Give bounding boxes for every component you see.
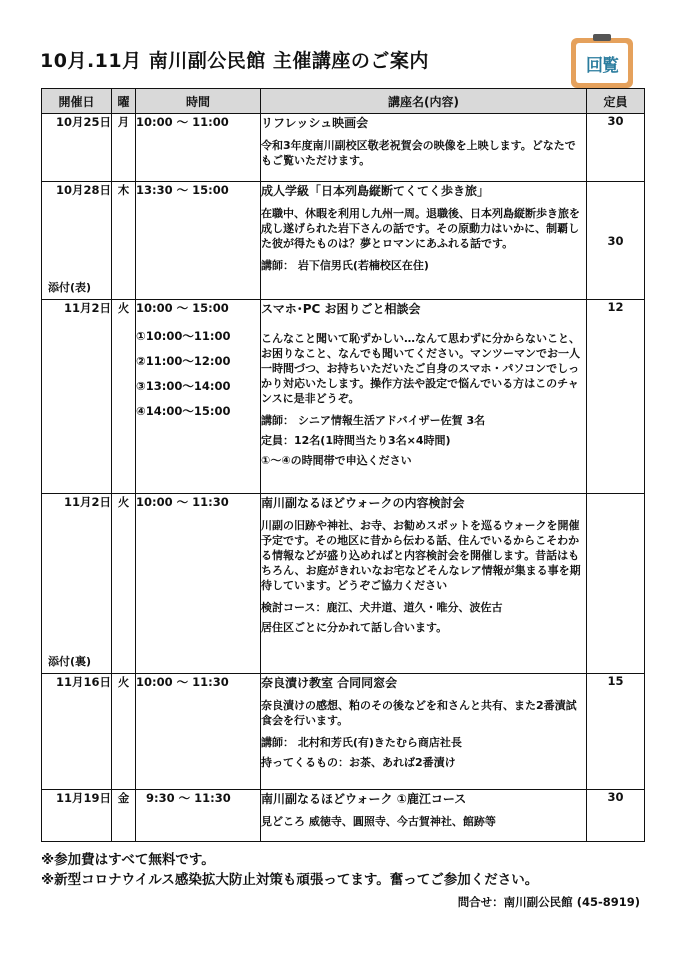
- row-content: [261, 674, 587, 790]
- course-desc: こんなこと聞いて恥ずかしい…なんて思わずに分からないこと、お困りなこと、なんでも聞いてください。マンツーマンでお一人一時間づつ、お持ちいただいたご自身のスマホ・パソコンでしっかり対応いたします。操作方法や設定で悩んでいる方はこのチャンスに是非どうぞ。: [261, 332, 580, 405]
- row-date: [42, 182, 112, 300]
- row-time: [136, 300, 261, 494]
- row-content: [261, 114, 587, 182]
- row-capacity-text: 30: [607, 233, 624, 248]
- footnotes: [41, 850, 538, 890]
- course-title: 奈良漬け教室 合同同窓会: [261, 676, 398, 690]
- header-dow: 曜: [112, 89, 136, 114]
- footnote-free: ※参加費はすべて無料です。: [41, 852, 215, 868]
- table-header-row: [42, 89, 645, 114]
- time-slot: ②11:00～12:00: [136, 354, 231, 368]
- table-row: [42, 790, 645, 842]
- course-title: スマホ･PC お困りごと相談会: [261, 302, 421, 316]
- table-row: [42, 494, 645, 674]
- page-title: 10月.11月 南川副公民館 主催講座のご案内: [40, 50, 429, 72]
- course-note: 居住区ごとに分かれて話し合います。: [261, 621, 448, 634]
- row-date-text: 11月2日: [63, 495, 111, 509]
- course-title: 南川副なるほどウォークの内容検討会: [261, 496, 465, 510]
- row-time: 10:00 ～ 11:30: [136, 494, 261, 674]
- attachment-note: 添付(裏): [48, 655, 92, 668]
- row-content: [261, 790, 587, 842]
- course-instructor: 講師： シニア情報生活アドバイザー佐賀 3名: [261, 414, 486, 427]
- row-content: [261, 182, 587, 300]
- row-dow: 火: [112, 674, 136, 790]
- row-dow: 月: [112, 114, 136, 182]
- course-instructor: 講師： 岩下信男氏(若楠校区在住): [261, 259, 429, 272]
- row-capacity: 30: [587, 114, 645, 182]
- table-row: [42, 300, 645, 494]
- table-row: [42, 182, 645, 300]
- table-row: [42, 674, 645, 790]
- clipboard-clip-icon: [593, 34, 611, 41]
- table-row: [42, 114, 645, 182]
- row-date: 11月2日: [42, 300, 112, 494]
- row-dow: 火: [112, 494, 136, 674]
- row-dow: 火: [112, 300, 136, 494]
- time-slots: [136, 316, 260, 419]
- row-time: 10:00 ～ 11:30: [136, 674, 261, 790]
- schedule-table: [41, 88, 645, 842]
- row-time: 9:30 ～ 11:30: [136, 790, 261, 842]
- row-date: [42, 494, 112, 674]
- row-time: 13:30 ～ 15:00: [136, 182, 261, 300]
- course-desc: 見どころ 威徳寺、圓照寺、今古賀神社、館跡等: [261, 815, 496, 828]
- header-content: 講座名(内容): [261, 89, 587, 114]
- time-slot: ①10:00～11:00: [136, 329, 231, 343]
- circulation-badge: [571, 38, 633, 88]
- course-apply-note: ①～④の時間帯で申込ください: [261, 454, 412, 467]
- course-desc: 在職中、休暇を利用し九州一周。退職後、日本列島縦断歩き旅を成し遂げられた岩下さんの話です。その原動力はいかに、制覇した彼が得たものは？夢とロマンにあふれる話です。: [261, 207, 580, 250]
- row-date: 10月25日: [42, 114, 112, 182]
- row-date-text: 10月28日: [55, 183, 111, 197]
- row-capacity: 12: [587, 300, 645, 494]
- row-date: 11月19日: [42, 790, 112, 842]
- course-desc: 奈良漬けの感想、粕のその後などを和さんと共有、また2番漬試食会を行います。: [261, 699, 577, 727]
- time-slot: ③13:00～14:00: [136, 379, 231, 393]
- row-capacity: 30: [587, 790, 645, 842]
- course-title: 成人学級「日本列島縦断てくてく歩き旅」: [261, 184, 490, 198]
- row-time: 10:00 ～ 11:00: [136, 114, 261, 182]
- row-content: [261, 494, 587, 674]
- row-capacity: [587, 494, 645, 674]
- row-date: 11月16日: [42, 674, 112, 790]
- attachment-note: 添付(表): [48, 281, 92, 294]
- row-content: [261, 300, 587, 494]
- row-dow: 金: [112, 790, 136, 842]
- row-time-text: 10:00 ～ 15:00: [136, 301, 229, 315]
- course-capacity-detail: 定員：12名(1時間当たり3名×4時間): [261, 434, 451, 447]
- course-instructor: 講師： 北村和芳氏(有)きたむら商店社長: [261, 736, 462, 749]
- course-desc: 川副の旧跡や神社、お寺、お勧めスポットを巡るウォークを開催予定です。その地区に昔から伝わる話、住んでいるからこそわかる情報などが盛り込めればと内容検討会を開催します。昔話はもちろん、お庭がきれいなお宅などそんなレア情報が集まる事を期待しています。どうぞご協力ください: [261, 519, 581, 592]
- course-title: 南川副なるほどウォーク ①鹿江コース: [261, 792, 467, 806]
- header-time: 時間: [136, 89, 261, 114]
- course-bring-items: 持ってくるもの：お茶、あれば2番漬け: [261, 756, 456, 769]
- course-desc: 令和3年度南川副校区敬老祝賀会の映像を上映します。どなたでもご覧いただけます。: [261, 139, 576, 167]
- contact-info: 問合せ：南川副公民館 (45-8919): [457, 895, 640, 909]
- course-title: リフレッシュ映画会: [261, 116, 369, 130]
- row-dow: 木: [112, 182, 136, 300]
- badge-text: 回覧: [576, 43, 628, 83]
- header-capacity: 定員: [587, 89, 645, 114]
- row-capacity: 15: [587, 674, 645, 790]
- time-slot: ④14:00～15:00: [136, 404, 231, 418]
- row-capacity: [587, 182, 645, 300]
- header-date: 開催日: [42, 89, 112, 114]
- footnote-covid: ※新型コロナウイルス感染拡大防止対策も頑張ってます。奮ってご参加ください。: [41, 872, 539, 888]
- course-route: 検討コース：鹿江、犬井道、道久・唯分、波佐古: [261, 601, 503, 614]
